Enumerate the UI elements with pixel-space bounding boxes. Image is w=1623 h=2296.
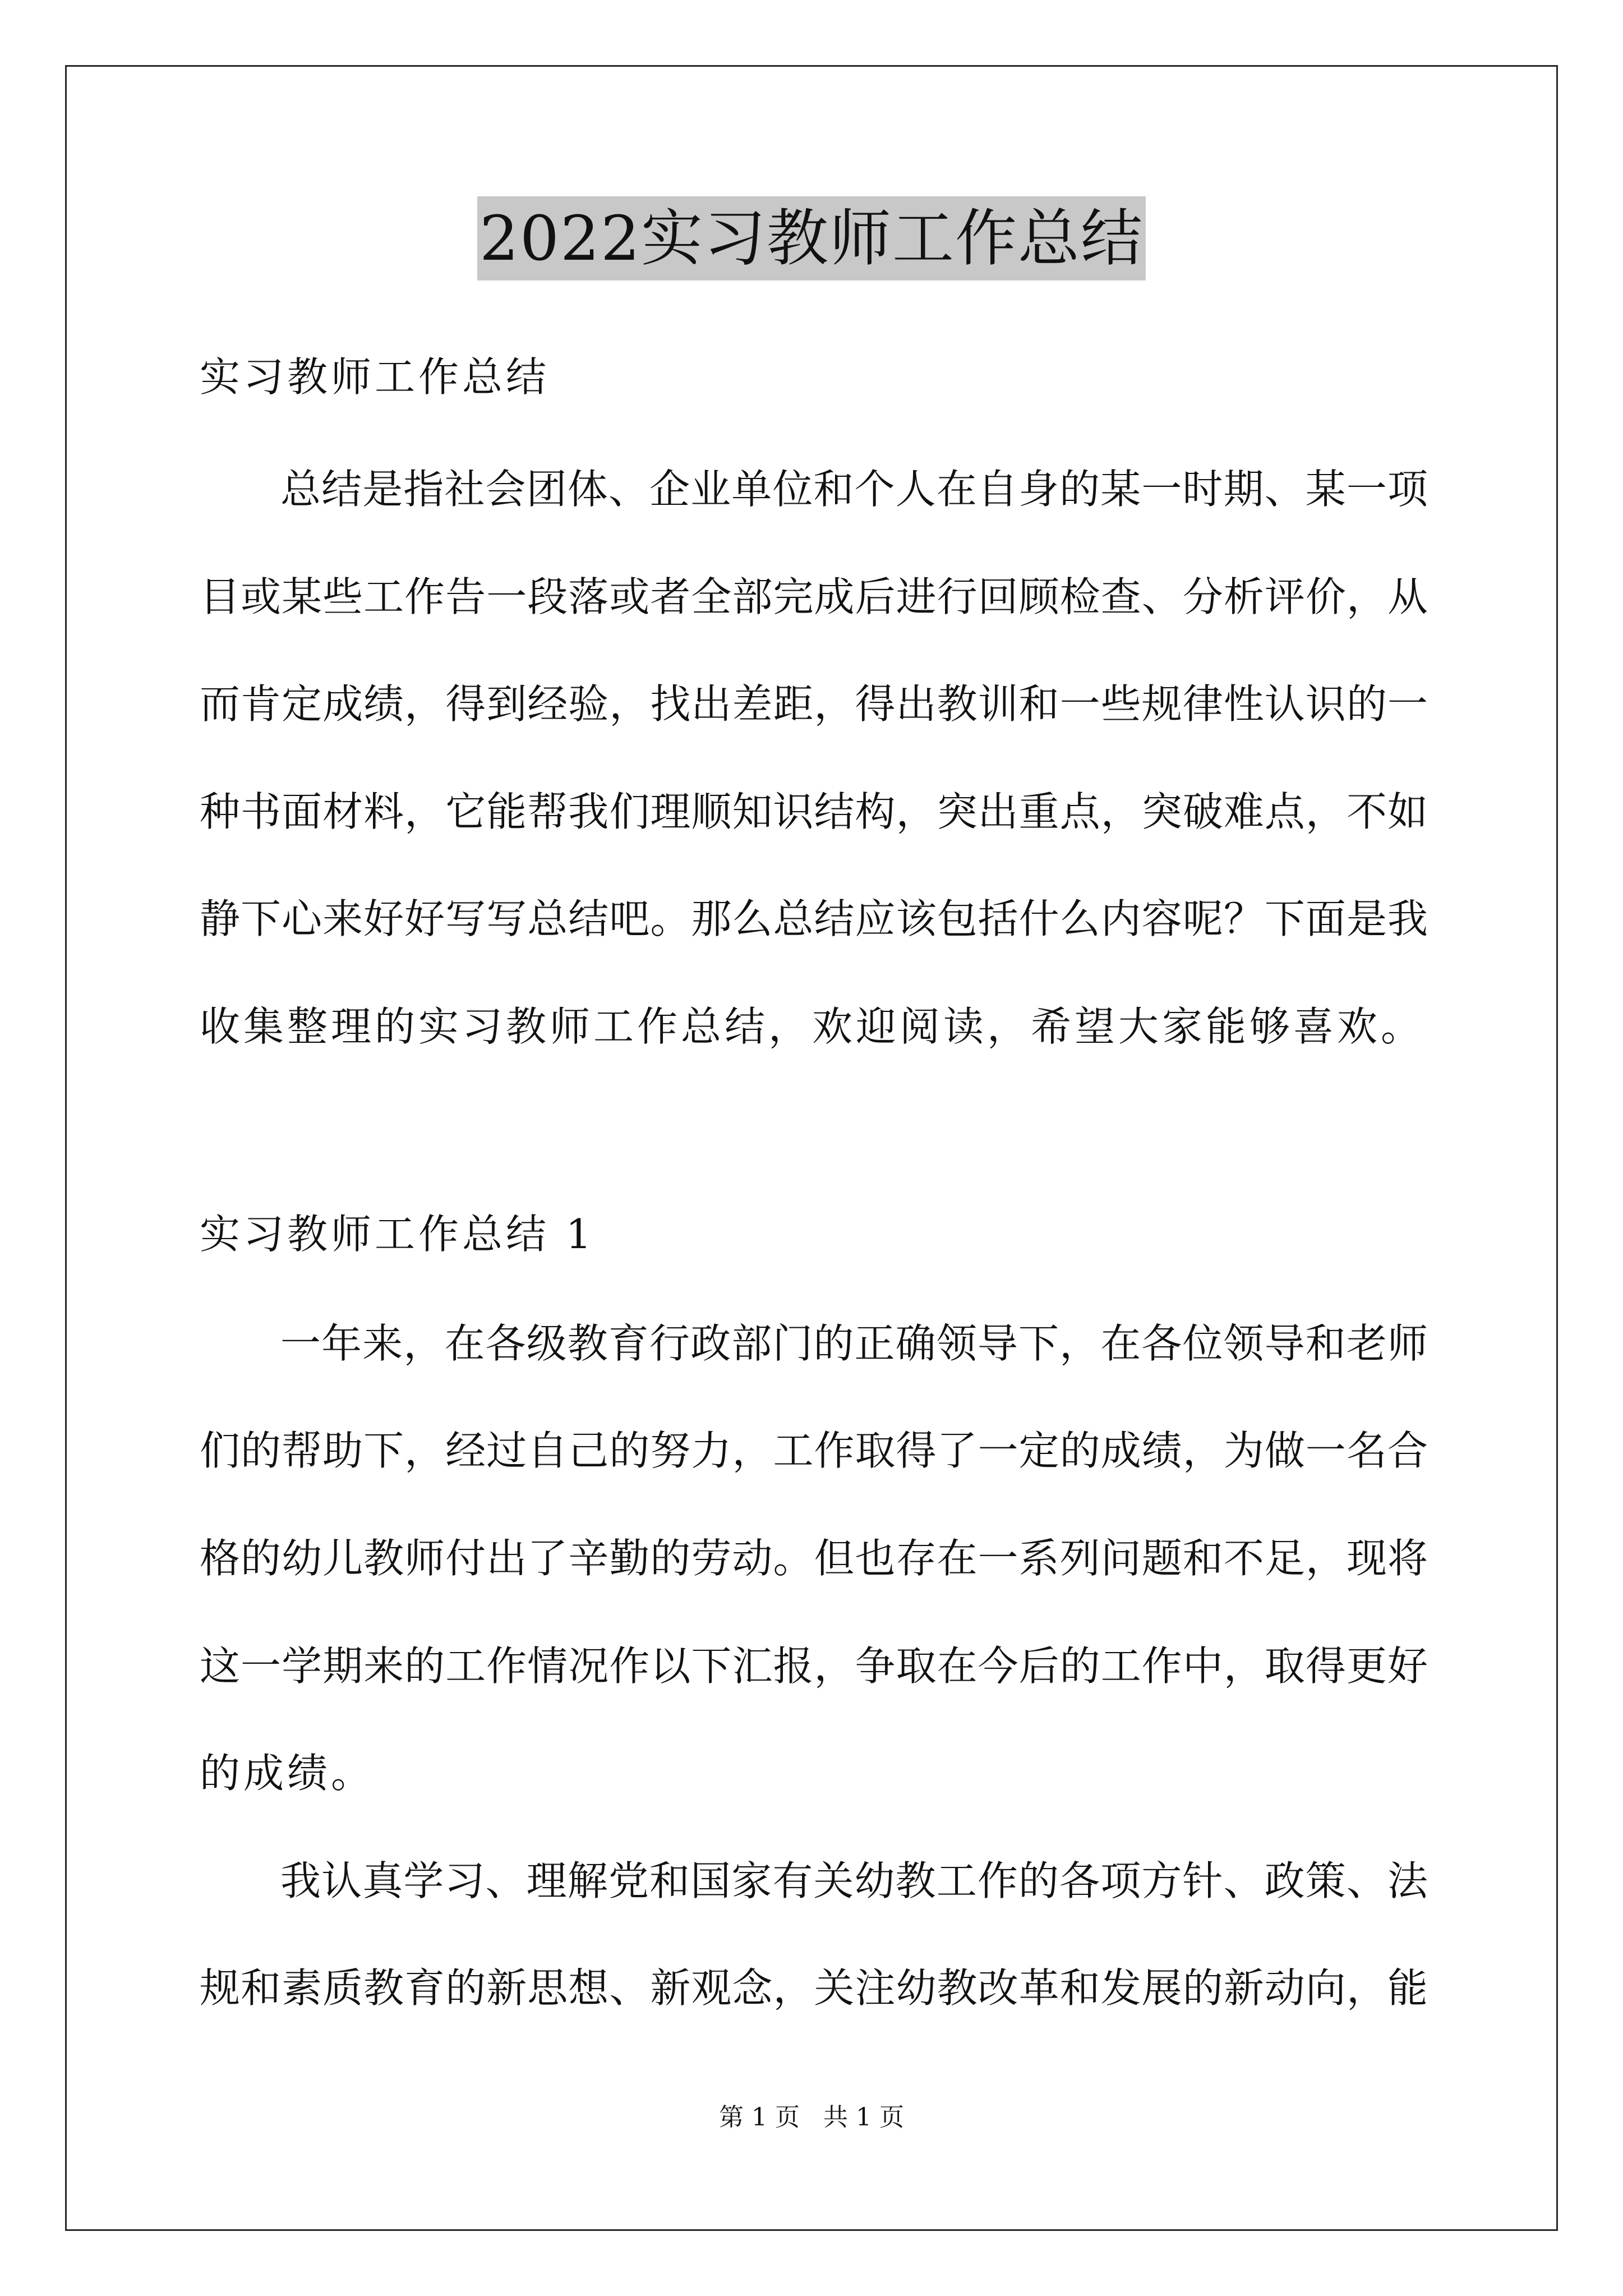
document-title: 2022实习教师工作总结 <box>477 196 1146 280</box>
paragraph-line: 目或某些工作告一段落或者全部完成后进行回顾检查、分析评价，从 <box>200 573 1428 620</box>
section-heading: 实习教师工作总结 1 <box>200 1211 595 1258</box>
paragraph-line: 种书面材料，它能帮我们理顺知识结构，突出重点，突破难点，不如 <box>200 788 1428 835</box>
paragraph-line: 收集整理的实习教师工作总结，欢迎阅读，希望大家能够喜欢。 <box>200 1003 1425 1050</box>
paragraph-line: 格的幼儿教师付出了辛勤的劳动。但也存在一系列问题和不足，现将 <box>200 1535 1428 1582</box>
paragraph-line: 我认真学习、理解党和国家有关幼教工作的各项方针、政策、法 <box>280 1857 1428 1904</box>
title-container <box>0 196 1623 280</box>
paragraph-line: 的成绩。 <box>200 1750 375 1797</box>
section-heading: 实习教师工作总结 <box>200 353 550 401</box>
paragraph-line: 而肯定成绩，得到经验，找出差距，得出教训和一些规律性认识的一 <box>200 680 1428 728</box>
paragraph-line: 静下心来好好写写总结吧。那么总结应该包括什么内容呢？下面是我 <box>200 895 1428 942</box>
paragraph-line: 一年来，在各级教育行政部门的正确领导下，在各位领导和老师 <box>280 1320 1428 1367</box>
paragraph-line: 总结是指社会团体、企业单位和个人在自身的某一时期、某一项 <box>280 466 1428 513</box>
paragraph-line: 这一学期来的工作情况作以下汇报，争取在今后的工作中，取得更好 <box>200 1642 1428 1690</box>
paragraph-line: 们的帮助下，经过自己的努力，工作取得了一定的成绩，为做一名合 <box>200 1427 1428 1474</box>
page-footer: 第 1 页 共 1 页 <box>719 2103 904 2132</box>
paragraph-line: 规和素质教育的新思想、新观念，关注幼教改革和发展的新动向，能 <box>200 1964 1428 2012</box>
